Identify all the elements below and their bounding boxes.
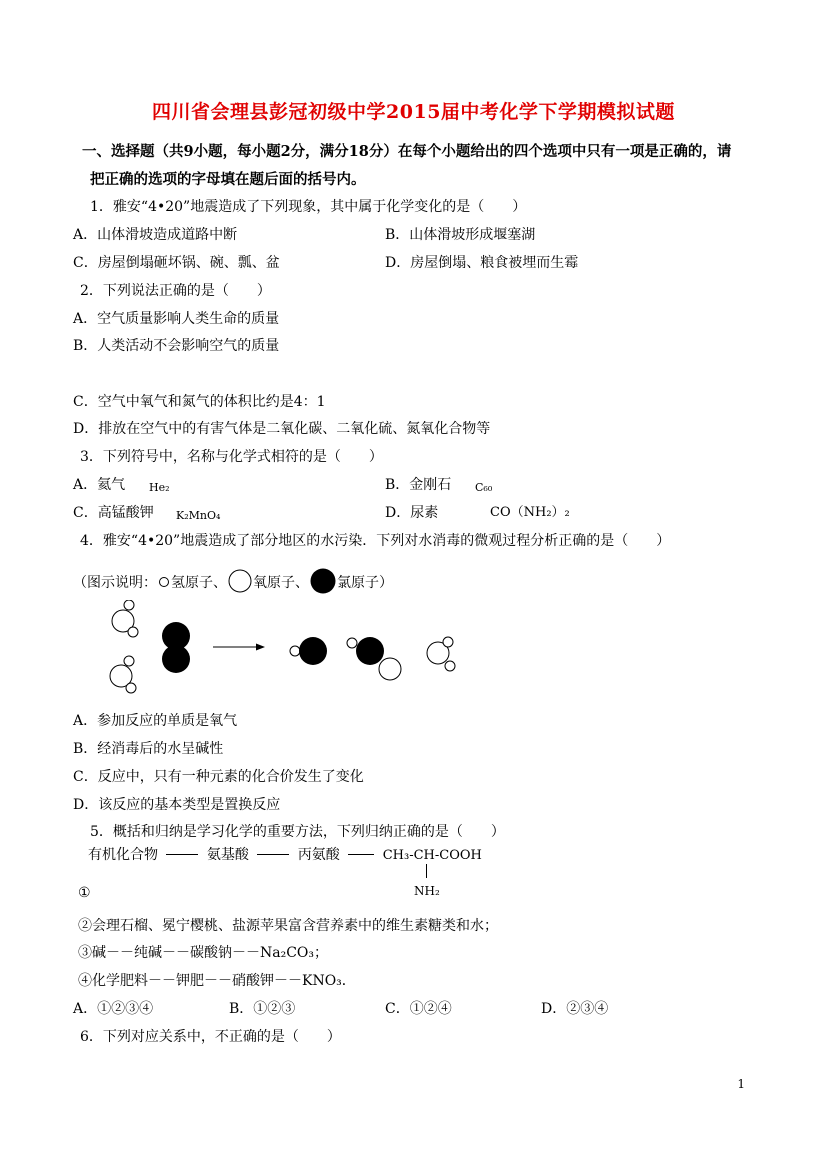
q4-stem: 4．雅安“4•20”地震造成了部分地区的水污染．下列对水消毒的微观过程分析正确的是（ ） xyxy=(80,533,671,549)
chlorine-molecule-icon xyxy=(162,622,190,673)
q4-option-c: C．反应中，只有一种元素的化合价发生了变化 xyxy=(73,769,364,785)
formula-alanine-structure: CH₃-CH-COOH xyxy=(382,848,482,863)
chlorine-atom-icon xyxy=(309,567,337,595)
q2-option-d: D．排放在空气中的有害气体是二氧化碳、二氧化硫、氮氧化合物等 xyxy=(73,421,491,437)
reaction-diagram xyxy=(100,600,480,700)
formula-alanine: 丙氨酸 xyxy=(297,847,340,863)
formula-organic-compound: 有机化合物 xyxy=(88,847,158,863)
water-molecule-icon xyxy=(112,600,138,637)
legend-chlorine: 氯原子） xyxy=(337,575,393,591)
q1-option-a: A．山体滑坡造成道路中断 xyxy=(73,227,238,243)
formula-amino-acid: 氨基酸 xyxy=(206,847,249,863)
amino-acid-formula xyxy=(88,844,482,864)
legend-hydrogen: 氢原子、 xyxy=(171,575,227,591)
page-number: 1 xyxy=(737,1077,745,1091)
q2-stem: 2．下列说法正确的是（ ） xyxy=(80,283,271,299)
hclo-molecule-icon xyxy=(347,637,401,680)
q1-stem: 1．雅安“4•20”地震造成了下列现象，其中属于化学变化的是（ ） xyxy=(90,199,527,215)
formula-dash xyxy=(166,854,198,855)
q4-option-d: D．该反应的基本类型是置换反应 xyxy=(73,797,281,813)
q5-option-c: C．①②④ xyxy=(385,1001,452,1017)
section-heading-line1: 一、选择题（共9小题，每小题2分，满分18分）在每个小题给出的四个选项中只有一项是正确的，请 xyxy=(82,143,732,160)
water-molecule-icon xyxy=(427,637,455,671)
q3-option-d-formula: CO（NH₂）₂ xyxy=(490,505,570,520)
formula-dash xyxy=(257,854,289,855)
hydrogen-atom-icon xyxy=(157,575,171,589)
q5-item-4: ④化学肥料－－钾肥－－硝酸钾－－KNO₃． xyxy=(78,973,356,989)
q3-option-d-name: D．尿素 xyxy=(385,505,439,521)
q5-item-2: ②会理石榴、冕宁樱桃、盐源苹果富含营养素中的维生素糖类和水； xyxy=(78,918,498,934)
q4-legend xyxy=(73,567,393,595)
q1-option-c: C．房屋倒塌砸坏锅、碗、瓢、盆 xyxy=(73,255,280,271)
q3-option-b-name: B．金刚石 xyxy=(385,477,452,493)
q3-stem: 3．下列符号中，名称与化学式相符的是（ ） xyxy=(80,449,383,465)
q3-option-c-formula: K₂MnO₄ xyxy=(176,509,221,522)
q3-option-a-formula: He₂ xyxy=(149,481,170,494)
legend-prefix: （图示说明： xyxy=(73,575,157,591)
q5-stem: 5．概括和归纳是学习化学的重要方法，下列归纳正确的是（ ） xyxy=(90,824,505,840)
q2-option-c: C．空气中氧气和氮气的体积比约是4：1 xyxy=(73,394,326,410)
q5-item-3: ③碱－－纯碱－－碳酸钠－－Na₂CO₃； xyxy=(78,945,329,961)
q5-option-d: D．②③④ xyxy=(541,1001,609,1017)
legend-oxygen: 氧原子、 xyxy=(253,575,309,591)
q3-option-b-formula: C₆₀ xyxy=(475,481,493,494)
q4-option-b: B．经消毒后的水呈碱性 xyxy=(73,741,224,757)
section-heading-line2: 把正确的选项的字母填在题后面的括号内。 xyxy=(90,171,366,188)
formula-dash xyxy=(348,854,374,855)
q5-option-a: A．①②③④ xyxy=(73,1001,154,1017)
q1-option-b: B．山体滑坡形成堰塞湖 xyxy=(385,227,536,243)
page-title: 四川省会理县彭冠初级中学2015届中考化学下学期模拟试题 xyxy=(152,101,675,123)
q6-stem: 6．下列对应关系中，不正确的是（ ） xyxy=(80,1029,341,1045)
q2-option-a: A．空气质量影响人类生命的质量 xyxy=(73,311,280,327)
water-molecule-icon xyxy=(110,656,136,693)
reaction-arrow xyxy=(213,644,265,651)
q4-option-a: A．参加反应的单质是氧气 xyxy=(73,713,238,729)
formula-bond-line xyxy=(426,864,427,878)
q5-item-1: ① xyxy=(78,885,91,901)
formula-nh2: NH₂ xyxy=(414,884,440,898)
q1-option-d: D．房屋倒塌、粮食被埋而生霉 xyxy=(385,255,579,271)
oxygen-atom-icon xyxy=(227,568,253,594)
q5-option-b: B．①②③ xyxy=(229,1001,296,1017)
q3-option-c-name: C．高锰酸钾 xyxy=(73,505,154,521)
hcl-molecule-icon xyxy=(290,637,327,665)
q2-option-b: B．人类活动不会影响空气的质量 xyxy=(73,338,280,354)
q3-option-a-name: A．氦气 xyxy=(73,477,126,493)
